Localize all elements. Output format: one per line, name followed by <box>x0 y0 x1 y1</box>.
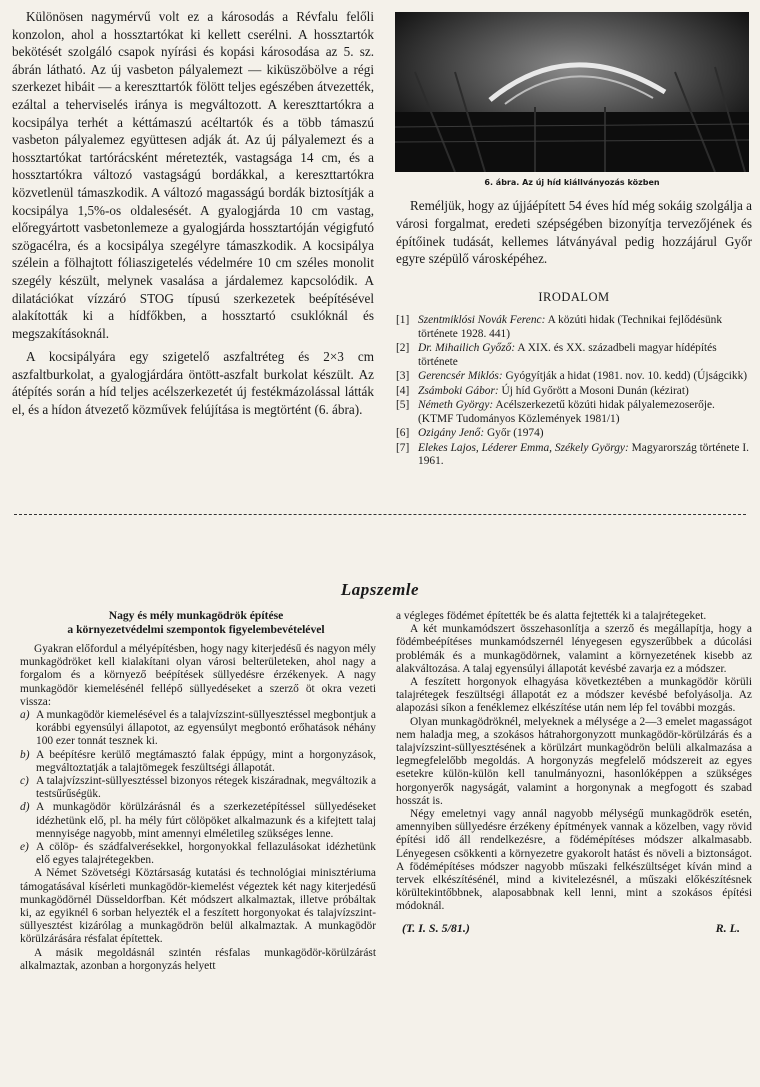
references-heading: IRODALOM <box>538 290 610 304</box>
reference-number: [2] <box>396 342 410 354</box>
article-title <box>16 609 376 636</box>
reference-number: [4] <box>396 384 410 397</box>
paragraph: A két munkamódszert összehasonlítja a szerző és megállapítja, hogy a födémbeépítéses munkamódszernél lényegesen egyszerűbbek a dúcolási problémák és a munkagödörnek, valamint a környezetének kisebb az alakváltozása. A talaj egyensúlyi állapotát kevésbé zavarja ez a módszer. <box>396 623 752 675</box>
reference-author: Szentmiklósi Novák Ferenc: <box>418 314 546 326</box>
reference-item <box>396 385 752 399</box>
list-label: d) <box>20 801 30 814</box>
paragraph: Gyakran előfordul a mélyépítésben, hogy nagy kiterjedésű és nagyon mély munkagödröket kell kialakítani olyan városi belterületeken, ahol nagy a forgalom és a környező beépítések süllyedésre érzékenyek. A nagy munkagödör kiemelésénél fellépő süllyedéseket a szerző öt okra vezeti vissza: <box>20 643 376 708</box>
reference-number: [6] <box>396 427 410 439</box>
list-item <box>20 709 376 749</box>
list-text: A beépítésre kerülő megtámasztó falak éppúgy, mint a horgonyzások, megváltoztatják a talajtömegek feszültségi állapotát. <box>36 748 376 774</box>
reference-title: A közúti hidak (Technikai fejlődésünk története 1928. 441) <box>418 314 723 340</box>
reference-item <box>396 442 752 469</box>
list-item <box>20 841 376 867</box>
list-item <box>20 749 376 775</box>
figure-caption: 6. ábra. Az új híd kiállványozás közben <box>484 178 660 187</box>
paragraph: A másik megoldásnál szintén résfalas munkagödör-körülzárást alkalmaztak, azonban a horgonyzás helyett <box>20 946 376 972</box>
paragraph: Négy emeletnyi vagy annál nagyobb mélységű munkagödrök esetén, amennyiben süllyedésre érzékeny építmények vannak a közelben, vagy rövid építési idő áll rendelkezésre, a födémépítéses módszer alkalmasabb. Lényegesen csökkenti a környezetre gyakorolt hatást és növeli a biztonságot. A födémépítéses módszer nagyobb műszaki felkészültséget kíván mind a tervek elkészítésénél, mind a kivitelezésnél, a műszaki előkészítésnek körültekintőbbnek, alaposabbnak kell lenni, mint a szokásos építési módoknál. <box>396 808 752 913</box>
reference-author: Dr. Mihailich Győző: <box>418 342 516 354</box>
reference-number: [3] <box>396 370 410 382</box>
list-text: A munkagödör kiemelésével és a talajvízszint-süllyesztéssel megbontjuk a korábbi egyensúlyi állapotot, az egyensúlyt megbontó erőhatások néhány 100 ezer tonnát tesznek ki. <box>36 709 376 748</box>
reference-title: Magyarország története I. 1961. <box>418 441 749 467</box>
paragraph: A feszített horgonyok elhagyása következtében a munkagödör körüli talajrétegek feszültségi állapotát ez a módszer kevésbé befolyásolja. Az alapozási síkon a fenéklemez elkészítése után nem lép fel további mozgás. <box>396 676 752 715</box>
review-right-column <box>396 610 752 935</box>
reference-item <box>396 314 752 341</box>
reference-item <box>396 427 752 441</box>
reference-author: Németh György: <box>418 399 494 411</box>
list-item <box>20 775 376 801</box>
paragraph: A Német Szövetségi Köztársaság kutatási és technológiai minisztériuma támogatásával kísérleti munkagödör-kiemelést végeztek két nagy kiterjedésű munkagödörnél Düsseldorfban. Két módszert alkalmaztak, illetve próbáltak ki, az egyiknél 6 sorban helyezték el a feszített horgonyokat és talajvízszint-süllyesztést kizárólag a munkagödrön belül alkalmaztak. A munkagödör körülzárására résfalat építettek. <box>20 867 376 946</box>
list-item <box>20 801 376 841</box>
reference-item <box>396 342 752 369</box>
reference-title: Új híd Győrött a Mosoni Dunán (kézirat) <box>498 384 689 397</box>
list-label: b) <box>20 748 30 761</box>
section-divider <box>14 514 746 515</box>
paragraph: Reméljük, hogy az újjáépített 54 éves híd még sokáig szolgálja a városi forgalmat, eredeti szépségében bizonyítja tervezőjének és építőinek tudását, kellemes látványával pedig hozzájárul Győr egyre szépülő városképéhez. <box>396 198 752 267</box>
reference-author: Zsámboki Gábor: <box>418 384 499 397</box>
paragraph: Olyan munkagödröknél, melyeknek a mélysége a 2—3 emelet magasságot nem haladja meg, a szokásos hátrahorgonyzott munkagödör-körülzárás és a talajvízszint-süllyesztésének a körülzárt munkagödrön belüli alkalmazása a legmegfelelőbb megoldás. A horgonyzás megfelelő módszereit az egyes esetekre külön-külön kell tanulmányozni, hasonlóképpen a szükséges horgonyerők nagyságát, valamint a horgonynak a megfogott és szabad hosszát is. <box>396 715 752 807</box>
reference-item <box>396 370 752 384</box>
review-left-column <box>20 643 376 973</box>
reference-author: Gerencsér Miklós: <box>418 370 503 382</box>
reference-author: Elekes Lajos, Léderer Emma, Székely György: <box>418 441 629 454</box>
reference-title: Győr (1974) <box>484 427 544 439</box>
list-text: A talajvízszint-süllyesztéssel bizonyos rétegek kiszáradnak, megváltozik a testsűrűségük. <box>36 775 376 801</box>
source-reference: (T. I. S. 5/81.) <box>402 920 470 935</box>
reference-title: Gyógyítják a hidat (1981. nov. 10. kedd) (Újságcikk) <box>502 370 748 382</box>
reference-number: [5] <box>396 399 410 411</box>
section-title: Lapszemle <box>340 580 420 599</box>
reference-list <box>396 314 752 470</box>
article-continuation <box>12 8 374 419</box>
list-label: c) <box>20 775 29 788</box>
reference-title: A XIX. és XX. századbeli magyar hídépítés története <box>418 342 717 368</box>
list-text: A munkagödör körülzárásnál és a szerkezetépítéssel süllyedéseket idézhetünk elő, pl. ha mély fúrt cölöpöket alkalmazunk és a kifejtett talaj mennyisége nagyobb, mint amennyi elméletileg szükséges lenne. <box>36 801 376 840</box>
list-label: a) <box>20 709 30 722</box>
list-text: A cölöp- és szádfalverésekkel, horgonyokkal fellazulásokat idézhetünk elő egyes talajrétegekben. <box>36 841 376 867</box>
source-line <box>396 922 752 935</box>
reference-author: Ozigány Jenő: <box>418 427 485 439</box>
article-title-line: a környezetvédelmi szempontok figyelembevételével <box>67 622 325 636</box>
closing-paragraph-block <box>396 197 752 268</box>
reference-number: [1] <box>396 314 410 326</box>
bridge-photo <box>395 12 749 172</box>
reference-title: Acélszerkezetű közúti hidak pályalemezoserője. (KTMF Tudományos Közlemények 1981/1) <box>418 399 715 425</box>
paragraph: a végleges födémet építették be és alatta fejtették ki a talajrétegeket. <box>396 610 707 622</box>
article-title-line: Nagy és mély munkagödrök építése <box>108 609 284 622</box>
list-label: e) <box>20 841 29 854</box>
paragraph: A kocsipályára egy szigetelő aszfaltréteg és 2×3 cm aszfaltburkolat, a gyalogjárdára öntött-aszfalt burkolat készült. Az átépítés során a híd teljes acélszerkezetét új festékmázolással látták el, és a hídon átvezető közművek felújítása is megtörtént (6. ábra). <box>12 349 374 418</box>
reference-number: [7] <box>396 441 410 454</box>
paragraph: Különösen nagymérvű volt ez a károsodás a Révfalu felőli konzolon, ahol a hossztartókat ki kellett cserélni. A hossztartók bekötését szolgáló csapok nyírási és kopási károsodása az 5. sz. ábrán látható. Az új vasbeton pályalemezt — kiküszöbölve a régi szerkezet hibáit — a kereszttartók fölött teljes egészében átvezették, ezáltal a teherviselés iránya is megváltozott. A kereszttartókra a kocsipálya terhét a kéttámaszú acéltartók és a több támaszú vasbeton pályalemez együttesen adják át. Az új pályalemezt és a hossztartókat tartórácsként méretezték, vastagsága 14 cm, és a hossztartókra változó vastagságú bordákkal, a kereszttartókra közvetlenül támaszkodik. A változó magasságú bordák biztosítják a kocsipálya 1,5%-os oldalesését. A gyalogjárda 10 cm vastag, előregyártott vasbetonlemeze a gyalogjárda hossztartóján végigfutó szögacélra, és a kocsipálya szegélyre támaszkodik. A kocsipálya szélein a fölhajtott fóliaszigetelés védelmére 10 cm széles monolit szegély készült, melynek vasalása a járdalemez kapcsolódik. A dilatációkat vízzáró STOG típusú szerkezetek beépítésével alakították ki a hídfőkben, a hossztartó csuklóknál és megszakításoknál. <box>12 9 374 341</box>
author-initials: R. L. <box>715 920 740 935</box>
reference-item <box>396 399 752 426</box>
